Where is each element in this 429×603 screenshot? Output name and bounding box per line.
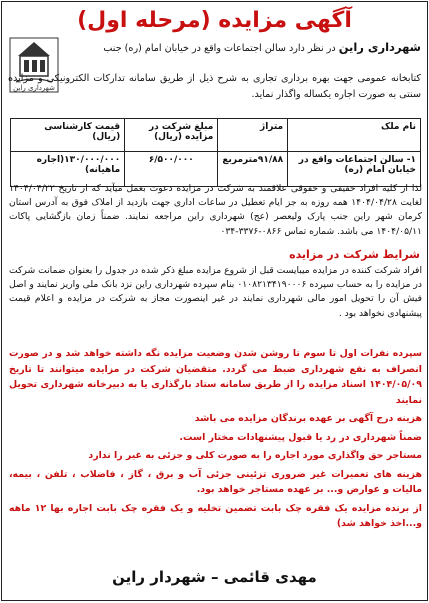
logo-caption: شهرداری راین bbox=[13, 84, 55, 92]
table-header-cell: مبلغ شرکت در مزایده (ریال) bbox=[125, 119, 218, 152]
table-header-cell: قیمت کارشناسی (ریال) bbox=[11, 119, 125, 152]
intro-rest: کتابخانه عمومی جهت بهره برداری تجاری به شرح ذیل از طریق سامانه تدارکات الکترونیکی و مزایده سنتی به صورت اجاره یکساله واگذار نماید. bbox=[8, 73, 421, 100]
conditions-paragraph: افراد شرکت کننده در مزایده میبایست قبل از شروع مزایده مبلغ ذکر شده در جدول را بعنوان ضمانت شرکت در مزایده را به حساب سپرده ۰۱۰۸۲۱۳۴۱۹۰۰۰۶ بنام سپرده شهرداری راین نزد بانک ملی واریز نمایند و اصل فیش آن را تحویل امور مالی شهرداری نمایند در غیر اینصورت مجاز به شرکت در مزایده و اعلام قیمت پیشنهادی نخواهد بود . bbox=[9, 265, 423, 319]
list-item: ضمناً شهرداری در رد یا قبول پیشنهادات مختار است. bbox=[179, 431, 422, 443]
table-cell-deposit: ۶/۵۰۰/۰۰۰ bbox=[125, 152, 218, 187]
list-item: سپرده نفرات اول تا سوم تا روشن شدن وضعیت مزایده نگه داشته خواهد شد و در صورت انصراف به نفع شهرداری ضبط می گردد. متقضیان شرکت در مزایده میتوانند تا تاریخ ۱۴۰۴/۰۵/۰۹ اسناد مزایده را از طریق سامانه ستاد بارگذاری یا به دبیرخانه شهرداری تحویل نمایند bbox=[9, 348, 422, 406]
list-item: مستاجر حق واگذاری مورد اجاره را به صورت کلی و جزئی به غیر را ندارد bbox=[88, 450, 422, 461]
table-header-cell: نام ملک bbox=[288, 119, 421, 152]
list-item: هزینه های تعمیرات غیر ضروری تزئینی جزئی آب و برق ، گاز ، فاضلاب ، تلفن ، بیمه، مالیات و عوارض و... بر عهده مستاجر خواهد بود. bbox=[9, 468, 422, 495]
intro-line1: در نظر دارد سالن اجتماعات واقع در خیابان امام (ره) جنب bbox=[103, 43, 336, 54]
table-header-cell: متراژ bbox=[218, 119, 288, 152]
ad-title: آگهی مزایده (مرحله اول) bbox=[77, 8, 352, 33]
intro-paragraph bbox=[61, 40, 421, 57]
list-item: از برنده مزایده یک فقره چک بابت تضمین تخلیه و یک فقره چک بابت اجاره بها ۱۲ ماهه و...اخذ خواهد شد) bbox=[9, 502, 422, 529]
conditions-heading: شرایط شرکت در مزایده bbox=[289, 248, 420, 261]
invitation-paragraph: لذا از کلیه افراد حقیقی و حقوقی علاقمند به شرکت در مزایده دعوت بعمل میآید که از تاریخ ۱۴۰۴/۰۴/۲۲ لغایت ۱۴۰۴/۰۴/۲۸ همه روزه به جز ایام تعطیل در ساعات اداری جهت بازدید از املاک فوق به آدرس استان کرمان شهر راین جنب پارک ولیعصر (عج) شهرداری راین مراجعه نمایند. ضمناً زمان بازگشایی پاکات ۱۴۰۴/۰۵/۱۱ می باشد. شماره تماس ۰۸۶۶-۳۳۷۶-۰۳۴ bbox=[9, 183, 423, 237]
table-cell-area: ۹۱/۸۸مترمربع bbox=[218, 152, 288, 187]
org-name: شهرداری راین bbox=[338, 40, 421, 54]
table-header-row bbox=[11, 119, 421, 152]
conditions-list bbox=[9, 346, 422, 535]
signature-line: مهدی قائمی – شهردار راین bbox=[112, 568, 317, 586]
newspaper-ad bbox=[1, 1, 428, 601]
auction-table bbox=[10, 118, 421, 187]
table-cell-price: ۱۳۰/۰۰۰/۰۰۰(اجاره ماهیانه) bbox=[11, 152, 125, 187]
table-cell-property: ۱- سالن اجتماعات واقع در خیابان امام (ره) bbox=[288, 152, 421, 187]
list-item: هزینه درج آگهی بر عهده برندگان مزایده می باشد bbox=[194, 413, 422, 424]
